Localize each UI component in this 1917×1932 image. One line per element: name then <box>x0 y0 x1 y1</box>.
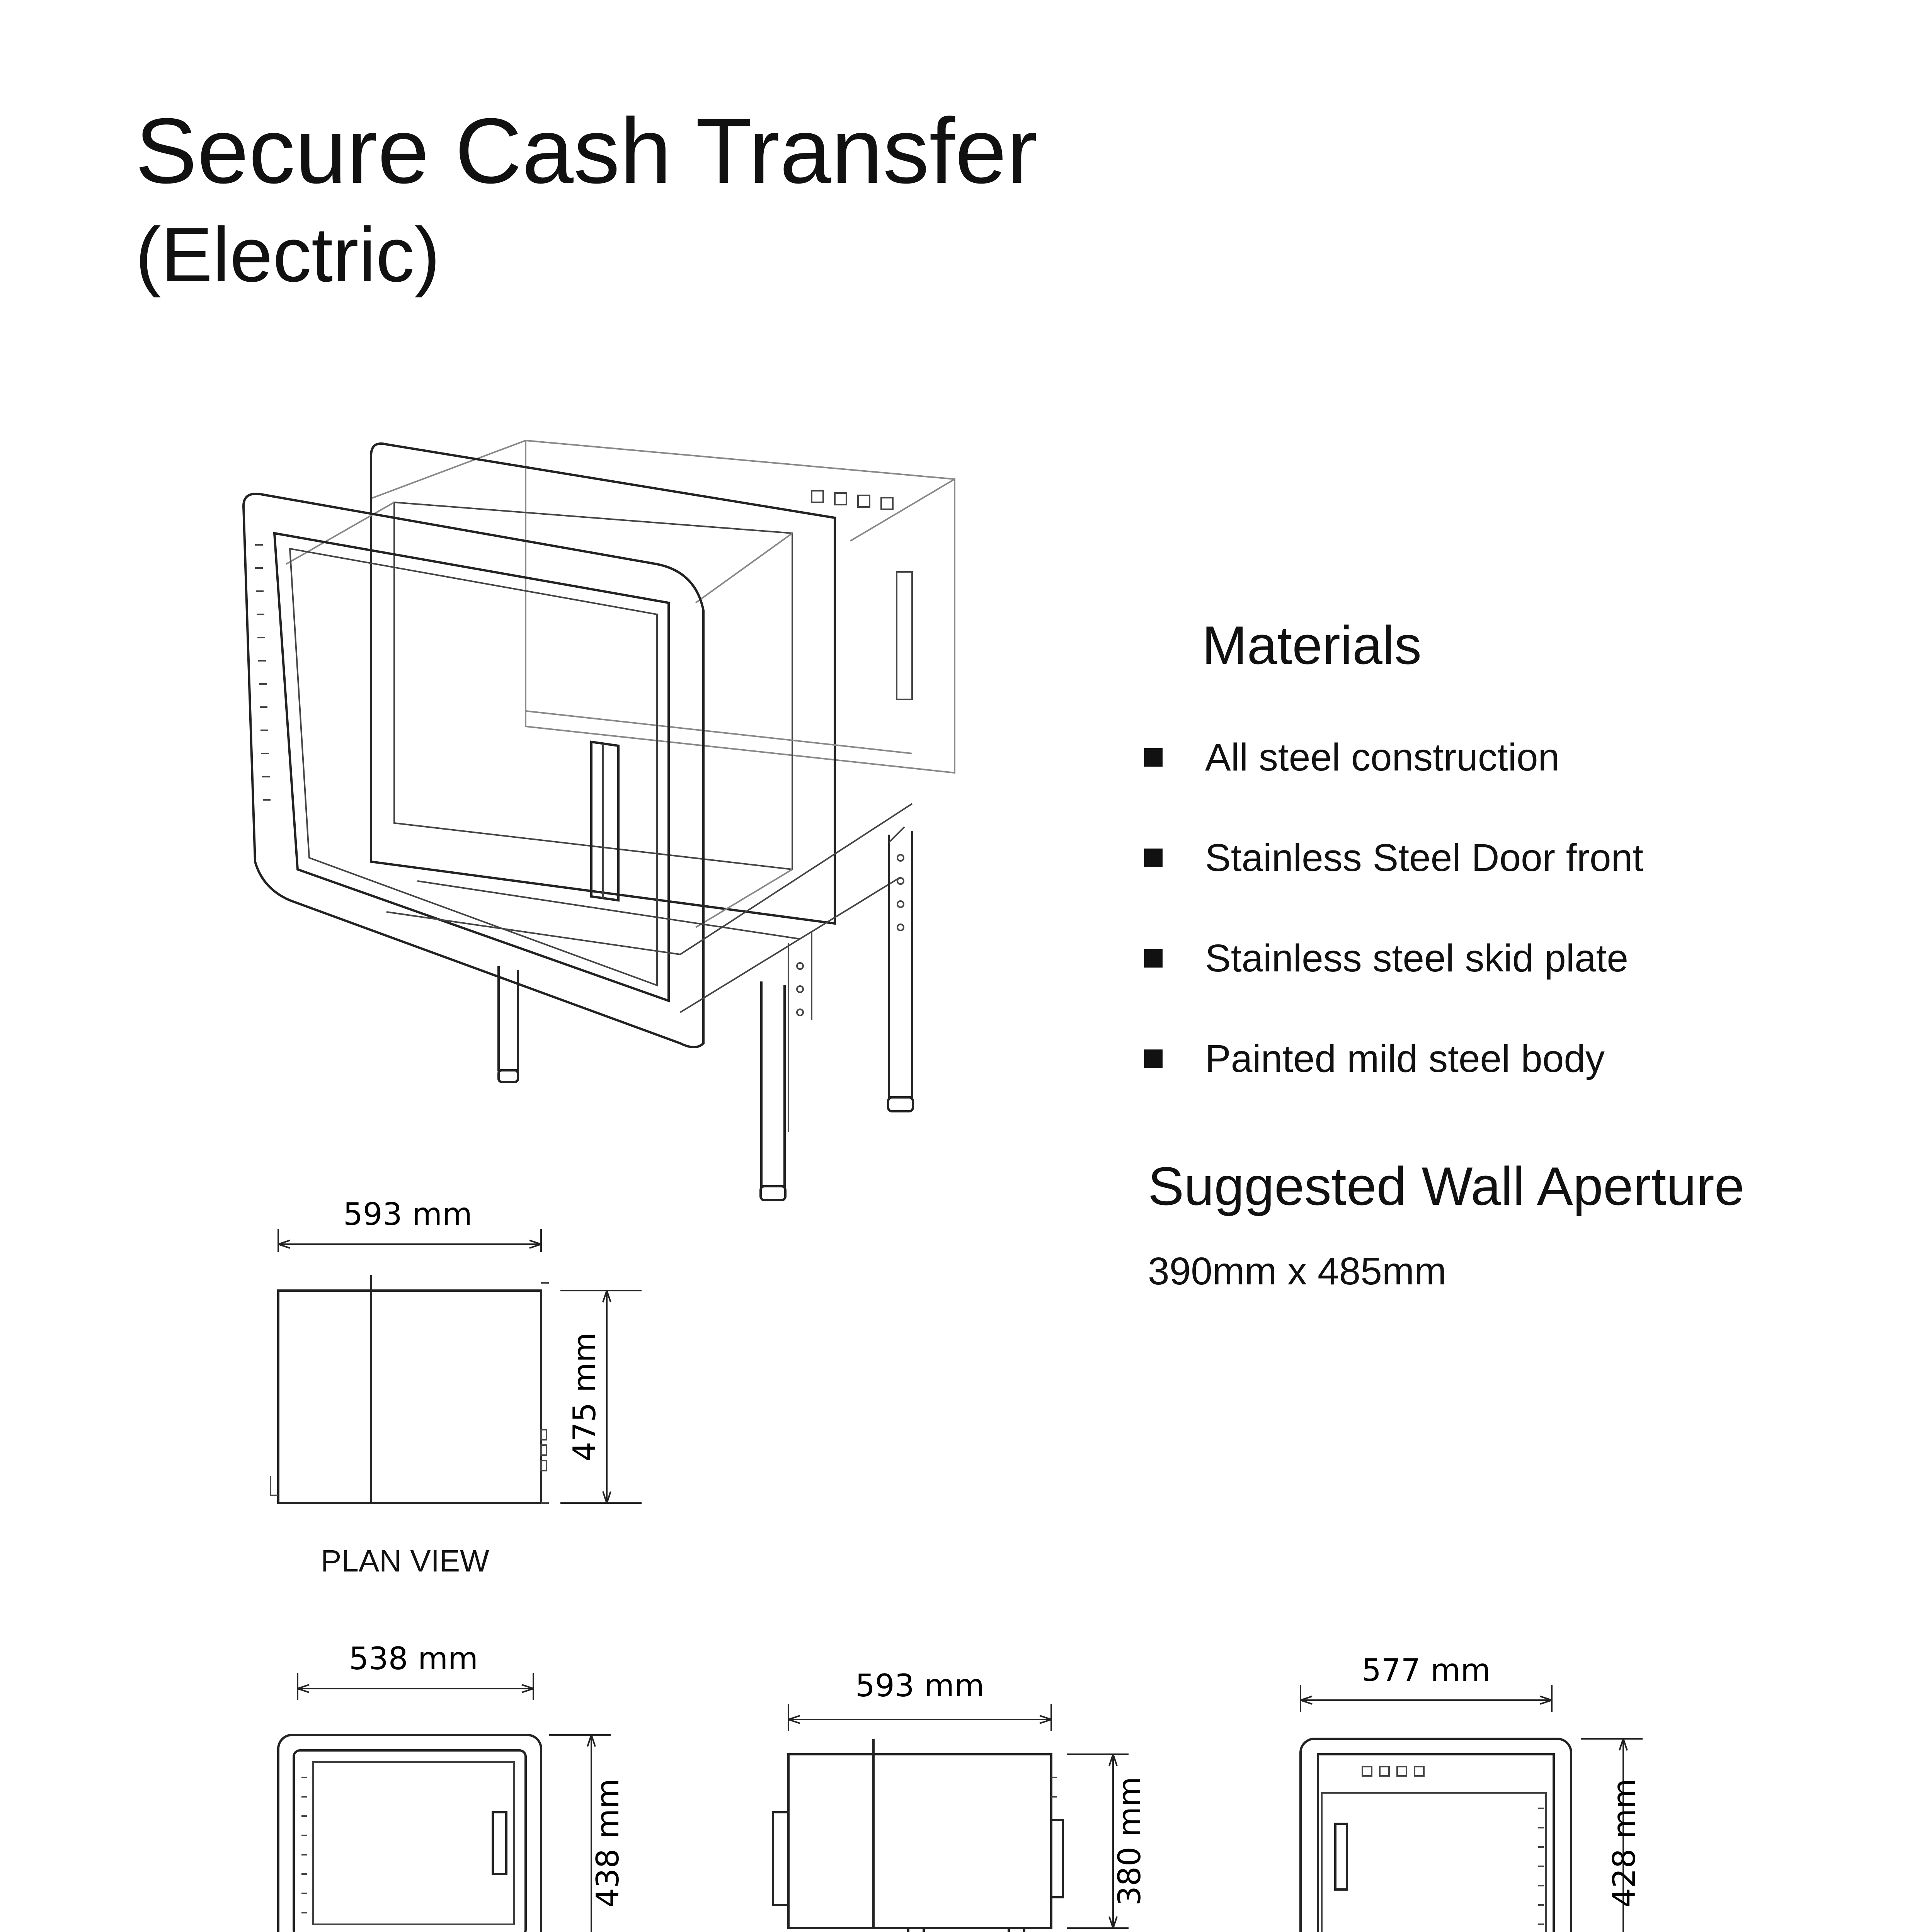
rear-elevation-drawing <box>1283 1646 1685 1932</box>
plan-view-drawing <box>255 1190 672 1538</box>
rear-height-dimension: 428 mm <box>1606 1779 1642 1908</box>
page-title: Secure Cash Transfer <box>135 99 1038 202</box>
materials-heading: Materials <box>1202 615 1422 675</box>
aperture-value: 390mm x 485mm <box>1148 1250 1447 1293</box>
material-text: Stainless steel skid plate <box>1205 937 1629 980</box>
square-bullet-icon <box>1144 748 1163 767</box>
plan-depth-dimension: 475 mm <box>567 1332 603 1461</box>
rear-width-dimension: 577 mm <box>1362 1652 1491 1688</box>
square-bullet-icon <box>1144 949 1163 968</box>
square-bullet-icon <box>1144 849 1163 867</box>
list-item <box>1144 935 1643 1036</box>
side-height-dimension: 380 mm <box>1112 1777 1147 1906</box>
front-width-dimension: 538 mm <box>349 1641 478 1677</box>
plan-width-dimension: 593 mm <box>343 1196 472 1232</box>
isometric-drawing <box>232 417 986 1209</box>
square-bullet-icon <box>1144 1049 1163 1068</box>
material-text: All steel construction <box>1205 736 1560 779</box>
side-width-dimension: 593 mm <box>855 1668 984 1704</box>
list-item <box>1144 835 1643 935</box>
material-text: Stainless Steel Door front <box>1205 836 1643 879</box>
list-item <box>1144 1036 1643 1136</box>
plan-view-label: PLAN VIEW <box>321 1544 489 1578</box>
aperture-heading: Suggested Wall Aperture <box>1148 1156 1745 1216</box>
material-text: Painted mild steel body <box>1205 1037 1605 1080</box>
materials-list <box>1144 734 1643 1136</box>
page-subtitle: (Electric) <box>135 212 440 298</box>
list-item <box>1144 734 1643 835</box>
front-elevation-drawing <box>271 1638 657 1932</box>
front-height-dimension: 438 mm <box>590 1779 626 1908</box>
side-elevation-drawing <box>758 1662 1183 1932</box>
